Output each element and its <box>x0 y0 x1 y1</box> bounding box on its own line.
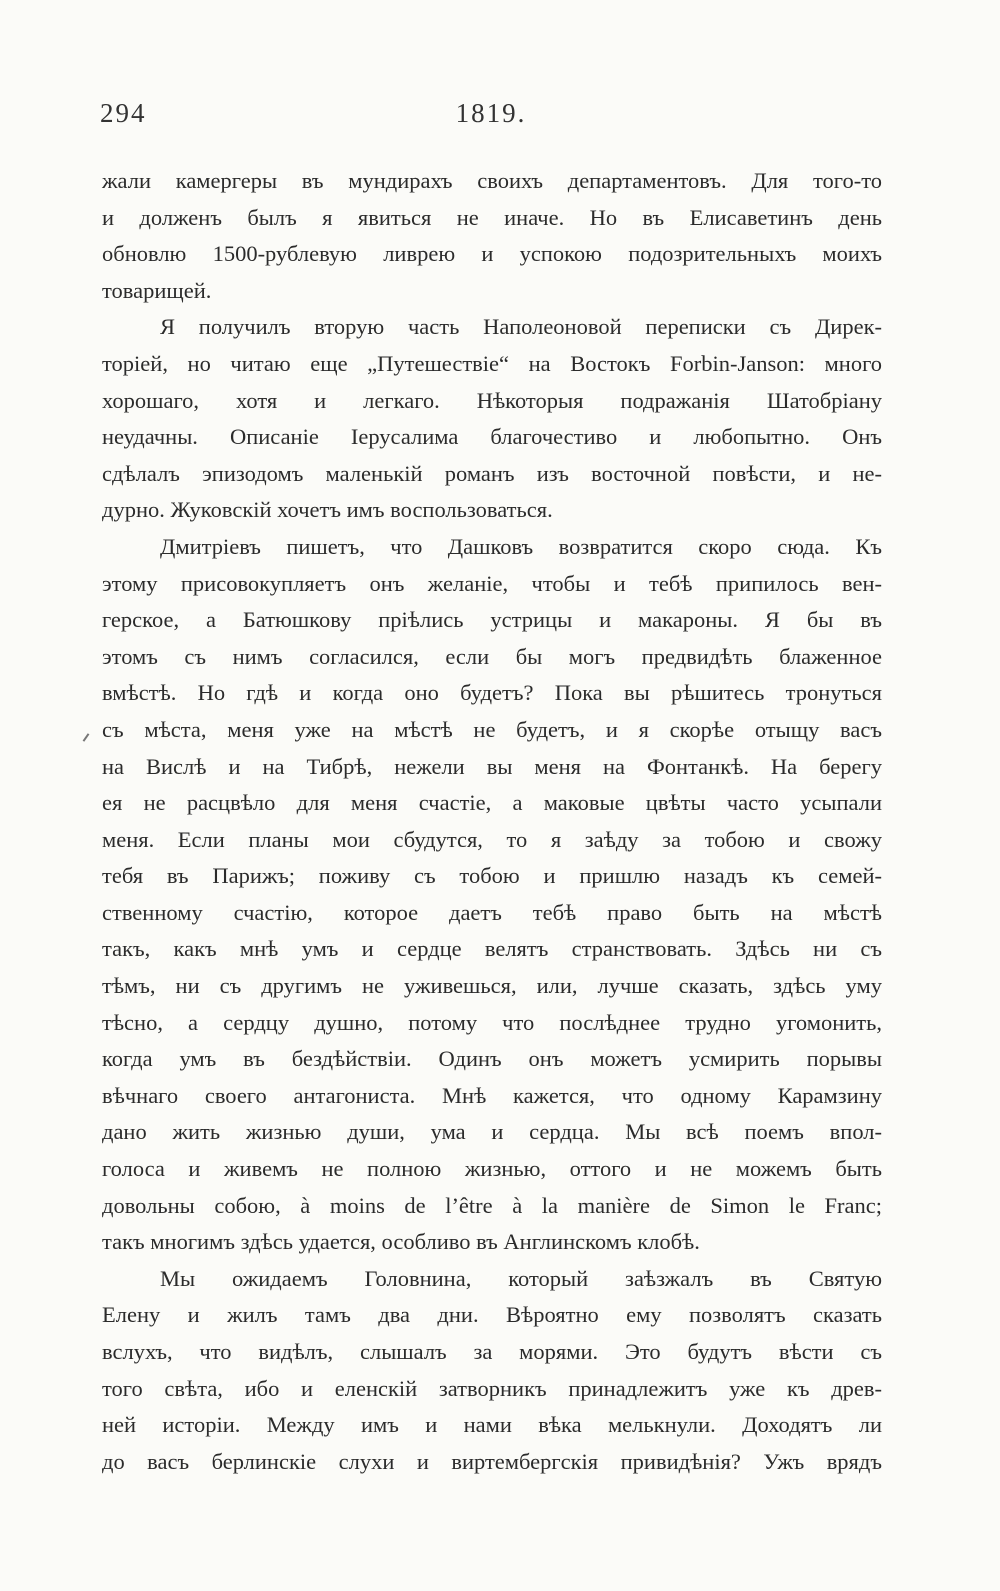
margin-mark <box>83 733 90 742</box>
running-title-year: 1819. <box>455 98 527 128</box>
text-line: до васъ берлинскіе слухи и виртембергскія привидѣнія? Ужъ врядъ <box>102 1448 882 1474</box>
text-line: вѣчнаго своего антагониста. Мнѣ кажется, что одному Карамзину <box>102 1082 882 1108</box>
text-line: такъ многимъ здѣсь удается, особливо въ Англинскомъ клобѣ. <box>102 1229 700 1255</box>
text-line: съ мѣста, меня уже на мѣстѣ не будетъ, и я скорѣе отыщу васъ <box>102 716 882 742</box>
text-line: тебя въ Парижъ; поживу съ тобою и пришлю назадъ къ семей- <box>102 863 882 889</box>
text-line: сдѣлалъ эпизодомъ маленькій романъ изъ восточной повѣсти, и не- <box>102 460 882 486</box>
text-line: тѣсно, а сердцу душно, потому что послѣднее трудно угомонить, <box>102 1009 882 1035</box>
text-line: жали камергеры въ мундирахъ своихъ департаментовъ. Для того-то <box>102 168 882 193</box>
text-line: вслухъ, что видѣлъ, слышалъ за морями. Это будутъ вѣсти съ <box>102 1339 882 1364</box>
text-line: Елену и жилъ тамъ два дни. Вѣроятно ему позволятъ сказать <box>102 1302 882 1328</box>
text-line: ней исторіи. Между имъ и нами вѣка мелькнули. Доходятъ ли <box>102 1412 882 1438</box>
text-line: товарищей. <box>102 277 212 303</box>
text-line: тѣмъ, ни съ другимъ не уживешься, или, лучше сказать, здѣсь уму <box>102 973 882 999</box>
text-line: такъ, какъ мнѣ умъ и сердце велятъ странствовать. Здѣсь ни съ <box>102 936 882 962</box>
text-line: обновлю 1500-рублевую ливрею и успокою подозрительныхъ моихъ <box>102 241 882 267</box>
text-line: когда умъ въ бездѣйствіи. Одинъ онъ можетъ усмирить порывы <box>102 1046 882 1072</box>
text-line: и долженъ былъ я явиться не иначе. Но въ Елисаветинъ день <box>102 204 882 230</box>
text-line: меня. Если планы мои сбудутся, то я заѣду за тобою и свожу <box>102 826 882 852</box>
text-line: голоса и живемъ не полною жизнью, оттого и не можемъ быть <box>102 1156 882 1182</box>
text-line: дурно. Жуковскій хочетъ имъ воспользоваться. <box>102 497 553 523</box>
text-line: герское, а Батюшкову пріѣлись устрицы и макароны. Я бы въ <box>102 607 882 633</box>
text-line: довольны собою, à moins de l’être à la manière de Simon le Franc; <box>102 1192 882 1218</box>
text-line: того свѣта, ибо и еленскій затворникъ принадлежитъ уже къ древ- <box>102 1375 882 1401</box>
page-number: 294 <box>100 98 147 128</box>
text-line: хорошаго, хотя и легкаго. Нѣкоторыя подражанія Шатобріану <box>102 387 882 413</box>
paragraph-start-line: Дмитріевъ пишетъ, что Дашковъ возвратится скоро сюда. Къ <box>160 533 882 559</box>
text-line: на Вислѣ и на Тибрѣ, нежели вы меня на Фонтанкѣ. На берегу <box>102 753 882 779</box>
paragraph-start-line: Я получилъ вторую часть Наполеоновой переписки съ Дирек- <box>160 314 882 340</box>
text-line: этому присовокупляетъ онъ желаніе, чтобы и тебѣ припилось вен- <box>102 570 882 596</box>
text-line: ея не расцвѣло для меня счастіе, а маковые цвѣты часто усыпали <box>102 790 882 816</box>
body-text <box>102 163 882 1480</box>
text-line: вмѣстѣ. Но гдѣ и когда оно будетъ? Пока вы рѣшитесь тронуться <box>102 680 882 706</box>
text-line: торіей, но читаю еще „Путешествіе“ на Востокъ Forbin-Janson: много <box>102 350 882 376</box>
page-header <box>100 98 882 138</box>
text-line: неудачны. Описаніе Іерусалима благочестиво и любопытно. Онъ <box>102 424 882 450</box>
text-line: дано жить жизнью души, ума и сердца. Мы всѣ поемъ впол- <box>102 1119 882 1145</box>
text-line: ственному счастію, которое даетъ тебѣ право быть на мѣстѣ <box>102 899 882 925</box>
text-line: этомъ съ нимъ согласился, если бы могъ предвидѣть блаженное <box>102 643 882 669</box>
paragraph-start-line: Мы ожидаемъ Головнина, который заѣзжалъ въ Святую <box>160 1265 882 1291</box>
